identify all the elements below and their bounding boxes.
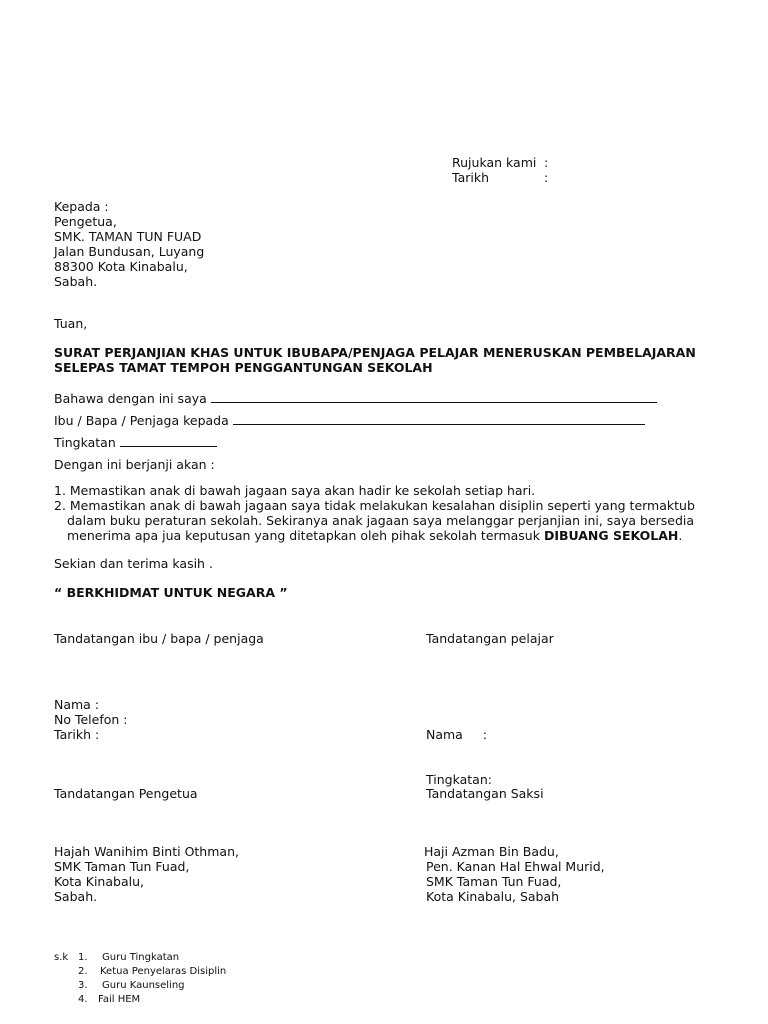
field-ibu-bapa-blank: [233, 413, 645, 425]
pledge-intro: Dengan ini berjanji akan :: [54, 457, 215, 472]
principal-signature-label: Tandatangan Pengetua: [54, 786, 198, 801]
field-bahawa: [54, 391, 657, 406]
parent-nama: Nama :: [54, 697, 100, 712]
principal-block: [54, 844, 239, 904]
field-tingkatan-label: Tingkatan: [54, 435, 116, 450]
witness-signature-label: Tandatangan Saksi: [426, 786, 544, 801]
sk-text: Guru Tingkatan: [102, 952, 180, 963]
recipient-line: Kepada :: [54, 199, 109, 214]
pledge-item-2-line3: [54, 528, 695, 543]
recipient-line: Pengetua,: [54, 214, 117, 229]
tarikh-label: Tarikh: [452, 170, 489, 185]
student-nama: Nama :: [426, 727, 487, 742]
sk-num: 1.: [78, 952, 88, 963]
sk-num: 3.: [78, 980, 88, 991]
principal-line: Sabah.: [54, 889, 98, 904]
student-signature-label: Tandatangan pelajar: [426, 631, 554, 646]
witness-block: [424, 844, 605, 904]
salutation: Tuan,: [54, 316, 88, 331]
sk-item: [54, 993, 226, 1007]
pledge-item-1: [54, 483, 535, 498]
field-ibu-bapa: [54, 413, 645, 428]
tarikh-value: :: [544, 170, 549, 185]
sk-prefix: s.k: [54, 952, 69, 963]
recipient-line: 88300 Kota Kinabalu,: [54, 259, 188, 274]
rujukan-value: :: [544, 155, 549, 170]
letter-title: SURAT PERJANJIAN KHAS UNTUK IBUBAPA/PENJAGA PELAJAR MENERUSKAN PEMBELAJARAN SELEPAS TAMAT TEMPOH PENGGANTUNGAN SEKOLAH: [54, 345, 696, 375]
rujukan-label: Rujukan kami: [452, 155, 537, 170]
sk-num: 4.: [78, 994, 88, 1005]
pledge-item-2: [54, 498, 695, 543]
sk-num: 2.: [78, 966, 88, 977]
pledge-item-2-end: .: [678, 528, 683, 543]
recipient-line: Jalan Bundusan, Luyang: [54, 244, 205, 259]
reference-tarikh: [452, 170, 548, 185]
pledge-item-2-line1: 2. Memastikan anak di bawah jagaan saya tidak melakukan kesalahan disiplin seperti yang termaktub: [54, 498, 695, 513]
parent-tarikh: Tarikh :: [54, 727, 100, 742]
witness-line: Haji Azman Bin Badu,: [424, 844, 559, 859]
sk-item: [54, 951, 226, 965]
principal-line: Kota Kinabalu,: [54, 874, 144, 889]
parent-signature-label: Tandatangan ibu / bapa / penjaga: [54, 631, 264, 646]
sk-list: [54, 951, 226, 1007]
field-bahawa-blank: [211, 391, 657, 403]
witness-line: Kota Kinabalu, Sabah: [426, 889, 560, 904]
sk-text: Ketua Penyelaras Disiplin: [100, 966, 227, 977]
sk-text: Guru Kaunseling: [102, 980, 185, 991]
witness-line: Pen. Kanan Hal Ehwal Murid,: [426, 859, 605, 874]
witness-line: SMK Taman Tun Fuad,: [426, 874, 562, 889]
pledge-item-2-line3-text: menerima apa jua keputusan yang ditetapkan oleh pihak sekolah termasuk: [67, 528, 540, 543]
parent-telefon: No Telefon :: [54, 712, 128, 727]
field-tingkatan: [54, 435, 217, 450]
student-tingkatan: Tingkatan:: [426, 772, 492, 787]
motto: “ BERKHIDMAT UNTUK NEGARA ”: [54, 585, 288, 600]
field-ibu-bapa-label: Ibu / Bapa / Penjaga kepada: [54, 413, 229, 428]
principal-line: SMK Taman Tun Fuad,: [54, 859, 190, 874]
recipient-line: SMK. TAMAN TUN FUAD: [54, 229, 202, 244]
recipient-line: Sabah.: [54, 274, 98, 289]
sk-text: Fail HEM: [98, 994, 141, 1005]
sk-item: [54, 979, 226, 993]
recipient-address: [54, 199, 204, 289]
closing: Sekian dan terima kasih .: [54, 556, 213, 571]
pledge-item-1-text: 1. Memastikan anak di bawah jagaan saya akan hadir ke sekolah setiap hari.: [54, 483, 536, 498]
pledge-emphasis: DIBUANG SEKOLAH: [543, 528, 679, 543]
principal-line: Hajah Wanihim Binti Othman,: [54, 844, 239, 859]
pledge-item-2-line2: dalam buku peraturan sekolah. Sekiranya anak jagaan saya melanggar perjanjian ini, saya bersedia: [67, 513, 695, 528]
parent-details: [54, 697, 128, 742]
field-tingkatan-blank: [120, 435, 217, 447]
sk-item: [54, 965, 226, 979]
field-bahawa-label: Bahawa dengan ini saya: [54, 391, 207, 406]
reference-rujukan: [452, 155, 548, 170]
